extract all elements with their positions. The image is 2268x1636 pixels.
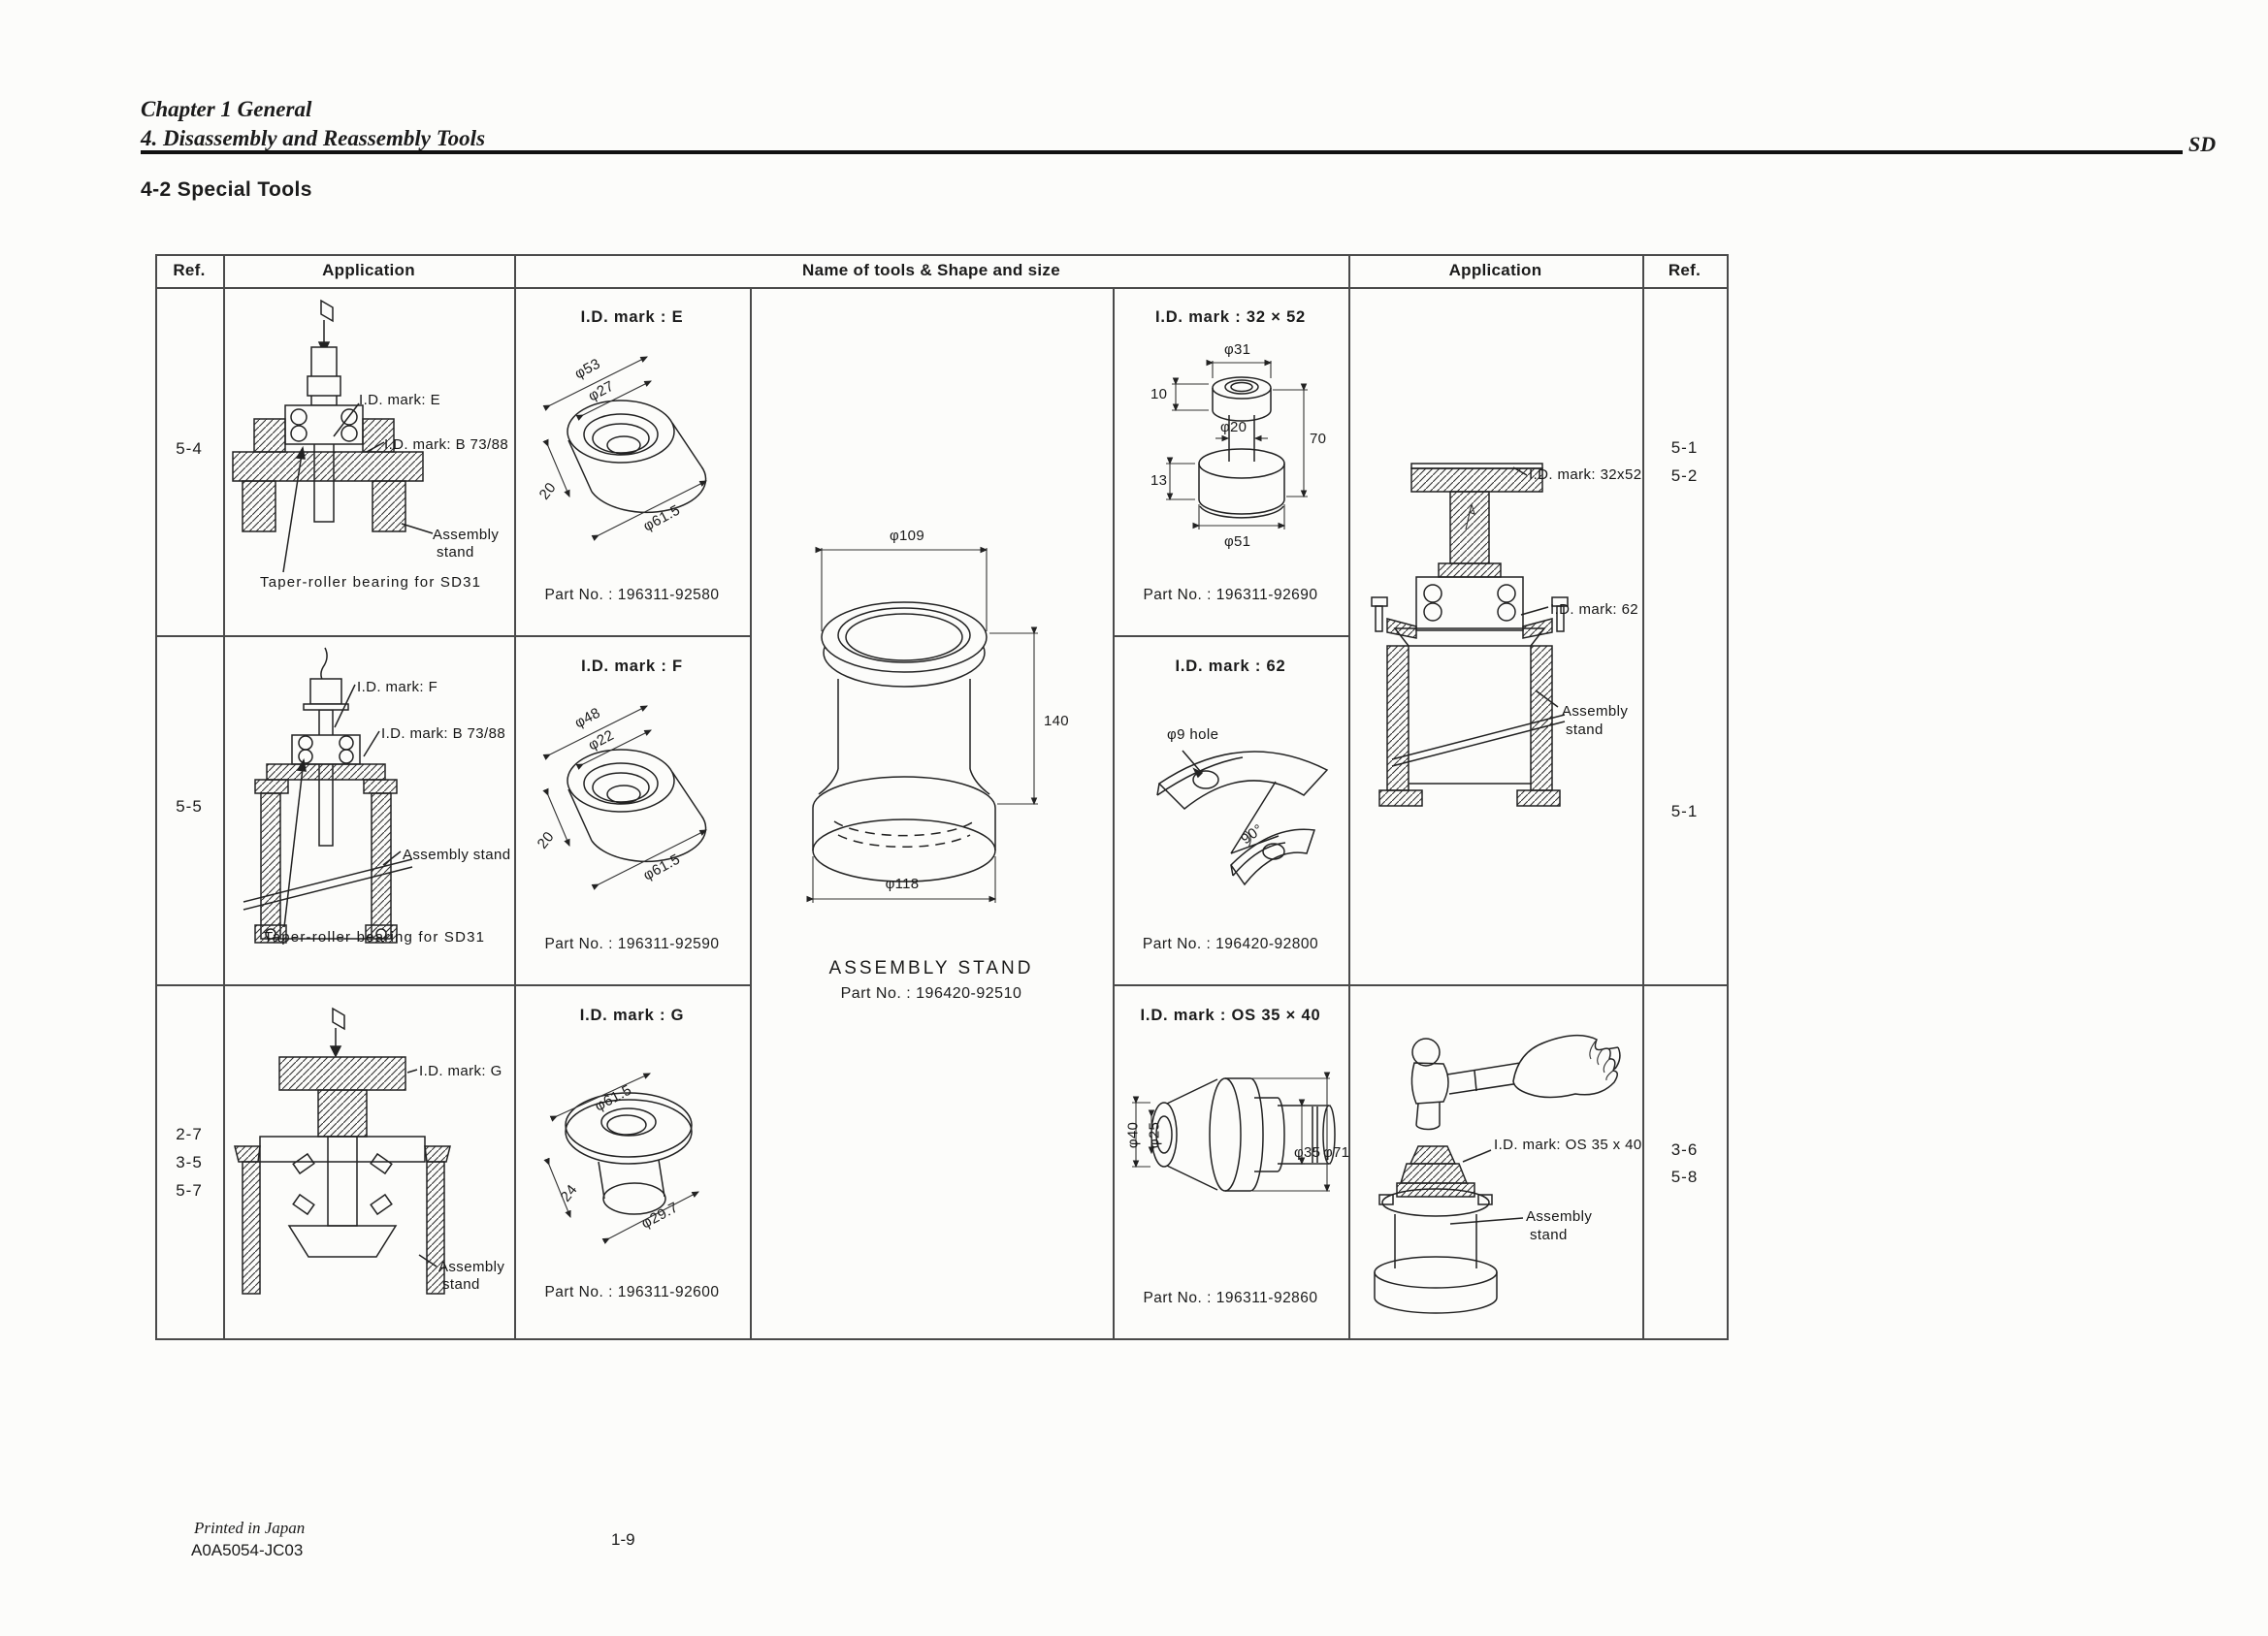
caption-taper-roller-row1: Taper-roller bearing for SD31 [260,574,482,591]
table-border [155,635,750,637]
header-rule [141,150,2183,154]
table-border [155,254,157,1338]
label-phi9-hole: φ9 hole [1167,726,1219,743]
col-header-application-right: Application [1448,261,1542,279]
application-diagram-right-bottom [1358,1009,1639,1329]
assembly-stand-name: ASSEMBLY STAND [828,958,1034,978]
dim-phi25: φ25 [1146,1121,1163,1149]
tool-e-title: I.D. mark : E [580,308,684,326]
label-id-mark-g: I.D. mark: G [419,1063,502,1079]
dim-phi61-5: φ61.5 [592,1081,635,1115]
label-assembly: Assembly [1562,703,1629,720]
dim-phi71: φ71 [1323,1144,1350,1161]
label-id-mark-32x52: I.D. mark: 32x52 [1529,466,1642,483]
ref-cell-right-bottom-b: 5-8 [1670,1168,1699,1186]
table-border [155,254,1729,256]
table-border [155,984,750,986]
assembly-stand-drawing [795,529,1067,916]
tool-62-title: I.D. mark : 62 [1175,658,1286,675]
table-border [1113,984,1727,986]
label-assembly: Assembly [1526,1208,1593,1225]
label-id-mark-62: I.D. mark: 62 [1550,601,1639,618]
label-stand: stand [1566,722,1604,738]
dim-phi31: φ31 [1224,341,1251,358]
ref-cell-row3-c: 5-7 [176,1181,203,1200]
tool-e-drawing [535,349,732,548]
dim-20: 20 [534,828,558,852]
label-id-mark-b7388: I.D. mark: B 73/88 [384,436,509,453]
tool-os-title: I.D. mark : OS 35 × 40 [1140,1007,1321,1024]
table-border [1113,287,1115,1338]
application-diagram-row1 [225,291,516,621]
tool-g-title: I.D. mark : G [579,1007,685,1024]
tool-3252-title: I.D. mark : 32 × 52 [1154,308,1307,326]
chapter-heading: Chapter 1 General [141,97,312,121]
caption-taper-roller-row2: Taper-roller bearing for SD31 [264,929,486,946]
tool-f-part-no: Part No. : 196311-92590 [544,936,720,952]
label-id-mark-os3540: I.D. mark: OS 35 x 40 [1494,1137,1642,1153]
dim-phi53: φ53 [571,355,603,383]
label-id-mark-e: I.D. mark: E [359,392,440,408]
dim-20: 20 [535,479,560,503]
dim-phi27: φ27 [585,377,617,405]
dim-phi29-7: φ29.7 [638,1199,682,1233]
table-border [1348,254,1350,1338]
table-border [1113,635,1348,637]
ref-cell-right-bottom-a: 3-6 [1670,1140,1699,1159]
dim-140: 140 [1044,713,1069,729]
dim-70: 70 [1310,431,1327,447]
footer-page-number: 1-9 [611,1530,635,1549]
col-header-ref-right: Ref. [1668,261,1701,279]
dim-phi109: φ109 [890,528,924,544]
corner-code: SD [2188,132,2217,156]
label-assembly: Assembly [433,527,500,543]
tool-e-part-no: Part No. : 196311-92580 [544,587,720,603]
dim-phi40: φ40 [1124,1121,1142,1149]
ref-cell-row3-b: 3-5 [176,1153,203,1171]
table-border [155,287,1729,289]
tool-62-drawing [1150,718,1334,912]
dim-phi20: φ20 [1220,419,1247,435]
dim-90-deg: 90° [1238,820,1267,849]
assembly-stand-part-no: Part No. : 196420-92510 [840,985,1022,1002]
label-assembly-stand: Assembly stand [403,847,511,863]
table-border [1727,254,1729,1338]
tool-3252-part-no: Part No. : 196311-92690 [1143,587,1318,603]
table-border [155,1338,1729,1340]
tool-62-part-no: Part No. : 196420-92800 [1142,936,1319,952]
label-id-mark-b7388: I.D. mark: B 73/88 [381,725,506,742]
label-stand: stand [1530,1227,1568,1243]
section-heading: 4. Disassembly and Reassembly Tools [141,126,486,150]
dim-phi61-5: φ61.5 [640,850,684,884]
ref-cell-row1: 5-4 [176,439,203,458]
tool-f-drawing [538,698,732,897]
table-border [750,287,752,1338]
col-header-tools: Name of tools & Shape and size [802,261,1060,279]
label-stand: stand [437,544,474,561]
dim-phi35: φ35 [1294,1144,1321,1161]
dim-13: 13 [1150,472,1168,489]
tool-os-drawing [1130,1052,1348,1217]
ref-cell-right-top-b: 5-2 [1670,466,1699,485]
label-id-mark-f: I.D. mark: F [357,679,438,695]
dim-10: 10 [1150,386,1168,402]
ref-cell-right-top-a: 5-1 [1670,438,1699,457]
dim-phi118: φ118 [885,876,920,892]
page-title: 4-2 Special Tools [141,178,312,201]
ref-cell-right-mid: 5-1 [1670,802,1699,820]
dim-phi22: φ22 [585,726,617,754]
tool-f-title: I.D. mark : F [581,658,683,675]
tool-g-part-no: Part No. : 196311-92600 [544,1284,720,1300]
label-stand: stand [442,1276,480,1293]
label-assembly: Assembly [438,1259,505,1275]
ref-cell-row3-a: 2-7 [176,1125,203,1143]
tool-os-part-no: Part No. : 196311-92860 [1143,1290,1318,1306]
col-header-ref-left: Ref. [173,261,206,279]
col-header-application-left: Application [322,261,415,279]
footer-code: A0A5054-JC03 [191,1541,304,1559]
ref-cell-row2: 5-5 [176,797,203,816]
footer-printed: Printed in Japan [194,1519,306,1537]
dim-phi51: φ51 [1224,533,1251,550]
dim-phi61-5: φ61.5 [640,501,684,535]
dim-24: 24 [557,1181,581,1205]
dim-phi48: φ48 [571,704,603,732]
